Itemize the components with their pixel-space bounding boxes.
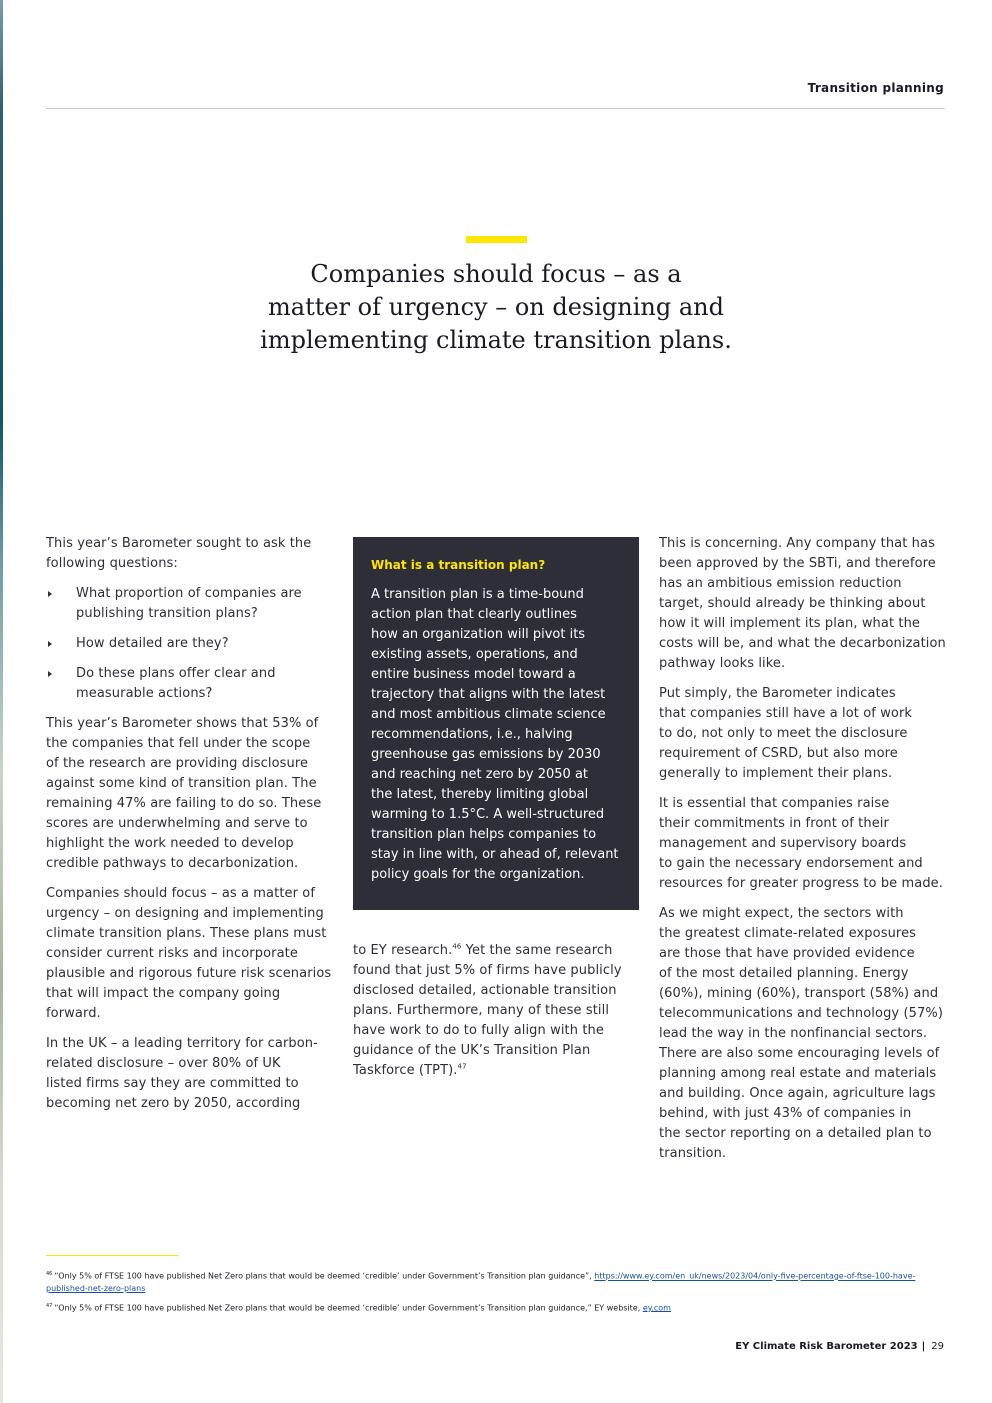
text-fragment: Yet the same research — [461, 943, 613, 958]
text-line: to do, not only to meet the disclosure — [659, 726, 908, 741]
list-item — [46, 584, 336, 624]
text-line — [353, 1061, 621, 1081]
text-line: have work to do to fully align with the — [353, 1023, 604, 1038]
text-line: lead the way in the nonfinancial sectors. — [659, 1026, 928, 1041]
paragraph — [353, 941, 621, 1081]
text-line: that companies still have a lot of work — [659, 706, 913, 721]
text-line: pathway looks like. — [659, 656, 786, 671]
text-line: target, should already be thinking about — [659, 596, 926, 611]
text-line: telecommunications and technology (57%) — [659, 1006, 943, 1021]
text-line: has an ambitious emission reduction — [659, 576, 902, 591]
callout-body — [371, 585, 621, 885]
text-line: requirement of CSRD, but also more — [659, 746, 898, 761]
column-middle — [353, 941, 621, 1091]
text-line: publishing transition plans? — [76, 606, 258, 621]
text-line: management and supervisory boards — [659, 836, 907, 851]
intro-paragraph — [46, 534, 336, 574]
text-line: As we might expect, the sectors with — [659, 906, 904, 921]
text-line: against some kind of transition plan. The — [46, 776, 317, 791]
text-line: trajectory that aligns with the latest — [371, 687, 606, 702]
text-line: climate transition plans. These plans must — [46, 926, 327, 941]
text-line: the greatest climate-related exposures — [659, 926, 917, 941]
text-line: It is essential that companies raise — [659, 796, 890, 811]
text-line: found that just 5% of firms have publicly — [353, 963, 622, 978]
footer-separator: | — [921, 1341, 926, 1352]
text-line: to gain the necessary endorsement and — [659, 856, 923, 871]
text-line: listed firms say they are committed to — [46, 1076, 299, 1091]
footnote-text: “Only 5% of FTSE 100 have published Net Zero plans that would be deemed ‘credible’ under Government’s Transition plan guidance”, — [54, 1271, 595, 1281]
text-line: Companies should focus – as a matter of — [46, 886, 316, 901]
text-line: consider current risks and incorporate — [46, 946, 298, 961]
text-line: What proportion of companies are — [76, 586, 302, 601]
text-line: Do these plans offer clear and — [76, 666, 276, 681]
footnotes — [46, 1268, 946, 1319]
bullet-triangle-icon — [48, 591, 52, 597]
text-line: Put simply, the Barometer indicates — [659, 686, 896, 701]
text-line: the latest, thereby limiting global — [371, 787, 589, 802]
text-line: stay in line with, or ahead of, relevant — [371, 847, 619, 862]
accent-bar — [466, 236, 527, 243]
pull-quote-line: Companies should focus – as a — [310, 260, 682, 288]
section-title: Transition planning — [807, 81, 944, 95]
text-line: measurable actions? — [76, 686, 213, 701]
text-line: credible pathways to decarbonization. — [46, 856, 299, 871]
text-line: This year’s Barometer shows that 53% of — [46, 716, 319, 731]
footnote-ref[interactable]: 47 — [457, 1062, 467, 1071]
text-line: generally to implement their plans. — [659, 766, 893, 781]
text-line: related disclosure – over 80% of UK — [46, 1056, 281, 1071]
footnote-number: 47 — [46, 1302, 53, 1309]
text-line: scores are underwhelming and serve to — [46, 816, 308, 831]
text-line: This is concerning. Any company that has — [659, 536, 935, 551]
footnote-link[interactable]: ey.com — [642, 1303, 671, 1313]
pull-quote-line: implementing climate transition plans. — [260, 326, 732, 354]
text-line: and most ambitious climate science — [371, 707, 606, 722]
text-line: of the research are providing disclosure — [46, 756, 309, 771]
column-left — [46, 534, 336, 1124]
footnote-text: “Only 5% of FTSE 100 have published Net Zero plans that would be deemed ‘credible’ under Government’s Transition plan guidance,” EY website, — [54, 1303, 643, 1313]
footnote-link[interactable]: https://www.ey.com/en_uk/news/2023/04/only-five-percentage-of-ftse-100-have-published-net-zero-plans — [46, 1271, 916, 1293]
list-item — [46, 664, 336, 704]
text-line: entire business model toward a — [371, 667, 576, 682]
text-line: greenhouse gas emissions by 2030 — [371, 747, 601, 762]
text-line: forward. — [46, 1006, 101, 1021]
text-line: action plan that clearly outlines — [371, 607, 577, 622]
text-line: highlight the work needed to develop — [46, 836, 294, 851]
callout-title: What is a transition plan? — [371, 558, 546, 572]
text-line: plans. Furthermore, many of these still — [353, 1003, 610, 1018]
text-fragment: Taskforce (TPT). — [353, 1063, 458, 1078]
page-edge-image-strip — [0, 0, 3, 1403]
text-line: how it will implement its plan, what the — [659, 616, 921, 631]
text-line: plausible and rigorous future risk scenarios — [46, 966, 332, 981]
report-title: EY Climate Risk Barometer 2023 — [735, 1341, 918, 1352]
text-line: transition. — [659, 1146, 727, 1161]
text-line: becoming net zero by 2050, according — [46, 1096, 301, 1111]
question-list — [46, 584, 336, 704]
footnote-number: 46 — [46, 1271, 53, 1277]
transition-plan-callout — [353, 537, 639, 910]
footnote-47 — [46, 1300, 946, 1315]
text-line — [353, 941, 621, 961]
text-line: their commitments in front of their — [659, 816, 889, 831]
paragraph — [659, 684, 949, 784]
text-line: (60%), mining (60%), transport (58%) and — [659, 986, 939, 1001]
text-line: the companies that fell under the scope — [46, 736, 311, 751]
paragraph — [46, 1034, 336, 1114]
text-line: urgency – on designing and implementing — [46, 906, 324, 921]
page-footer — [735, 1341, 944, 1352]
text-line: resources for greater progress to be made. — [659, 876, 944, 891]
text-line: disclosed detailed, actionable transition — [353, 983, 617, 998]
paragraph — [46, 714, 336, 874]
paragraph — [659, 534, 949, 674]
bullet-triangle-icon — [48, 641, 52, 647]
text-line: how an organization will pivot its — [371, 627, 586, 642]
text-line: This year’s Barometer sought to ask the — [46, 536, 312, 551]
header-divider — [46, 108, 945, 109]
text-line: behind, with just 43% of companies in — [659, 1106, 912, 1121]
paragraph — [46, 884, 336, 1024]
text-line: existing assets, operations, and — [371, 647, 578, 662]
text-line: are those that have provided evidence — [659, 946, 915, 961]
text-line: of the most detailed planning. Energy — [659, 966, 909, 981]
text-line: warming to 1.5°C. A well-structured — [371, 807, 605, 822]
text-line: planning among real estate and materials — [659, 1066, 937, 1081]
bullet-triangle-icon — [48, 671, 52, 677]
footnote-46 — [46, 1268, 946, 1295]
text-line: been approved by the SBTi, and therefore — [659, 556, 936, 571]
text-line: How detailed are they? — [76, 636, 229, 651]
footnote-divider — [46, 1255, 179, 1256]
text-line: recommendations, i.e., halving — [371, 727, 573, 742]
paragraph — [659, 794, 949, 894]
text-line: costs will be, and what the decarbonization — [659, 636, 946, 651]
text-line: In the UK – a leading territory for carbon- — [46, 1036, 318, 1051]
pull-quote — [196, 258, 796, 357]
text-line: policy goals for the organization. — [371, 867, 585, 882]
text-line: guidance of the UK’s Transition Plan — [353, 1043, 591, 1058]
text-line: following questions: — [46, 556, 178, 571]
pull-quote-line: matter of urgency – on designing and — [268, 293, 724, 321]
text-line: and building. Once again, agriculture lags — [659, 1086, 936, 1101]
text-line: transition plan helps companies to — [371, 827, 597, 842]
text-line: remaining 47% are failing to do so. These — [46, 796, 322, 811]
text-line: There are also some encouraging levels of — [659, 1046, 940, 1061]
text-line: A transition plan is a time-bound — [371, 587, 584, 602]
list-item — [46, 634, 336, 654]
text-line: and reaching net zero by 2050 at — [371, 767, 589, 782]
text-line: that will impact the company going — [46, 986, 281, 1001]
text-line: the sector reporting on a detailed plan to — [659, 1126, 932, 1141]
paragraph — [659, 904, 949, 1164]
column-right — [659, 534, 949, 1174]
page-number: 29 — [931, 1341, 944, 1352]
footnote-ref[interactable]: 46 — [452, 942, 462, 951]
text-fragment: to EY research. — [353, 943, 453, 958]
